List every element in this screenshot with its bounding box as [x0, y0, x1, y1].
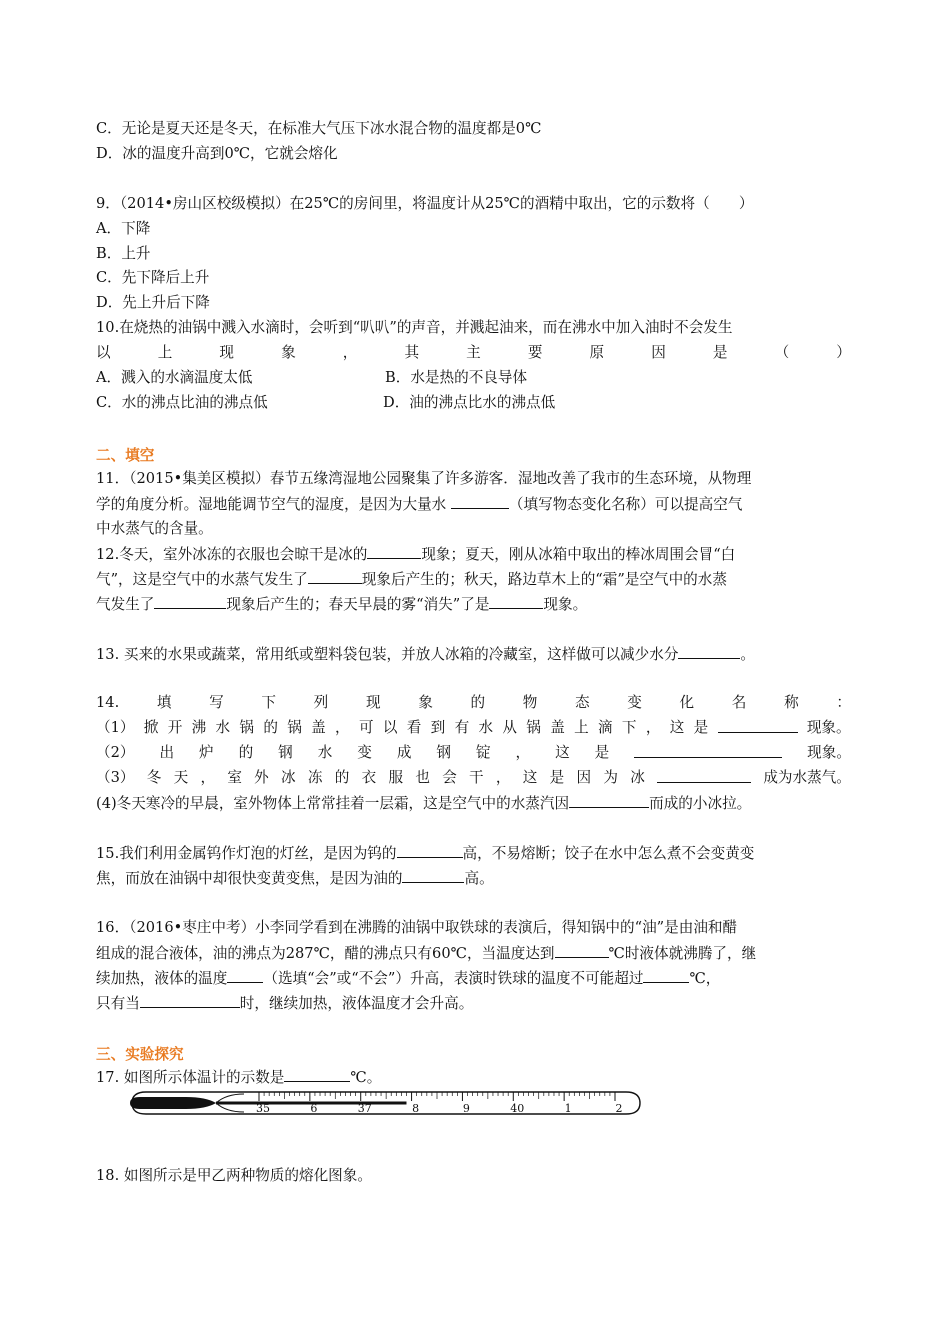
q12-line3: 气发生了 现象后产生的；春天早晨的雾“消失”了是 现象。	[96, 596, 588, 613]
thermometer-scale-label: 8	[412, 1102, 420, 1115]
q14-blank-4[interactable]	[569, 793, 649, 808]
q13-blank[interactable]	[678, 644, 740, 659]
q9-option-a: A．下降	[96, 220, 151, 237]
q13-line: 13. 买来的水果或蔬菜，常用纸或塑料袋包装，并放人冰箱的冷藏室，这样做可以减少水分 。	[96, 646, 756, 663]
q12-blank-3[interactable]	[154, 594, 226, 609]
q10-option-c: C．水的沸点比油的沸点低	[96, 394, 268, 411]
clinical-thermometer-figure	[126, 1088, 646, 1118]
q9-option-d: D．先上升后下降	[96, 294, 210, 311]
q16-blank-2[interactable]	[227, 968, 263, 983]
q15-line1: 15.我们利用金属钨作灯泡的灯丝，是因为钨的 高，不易熔断；饺子在水中怎么煮不会变黄变	[96, 845, 755, 862]
thermometer-constriction	[186, 1097, 216, 1109]
q11-line1: 11．（2015•集美区模拟）春节五缘湾湿地公园聚集了许多游客．湿地改善了我市的生态环境，从物理	[96, 470, 752, 487]
q14-item-4: (4)冬天寒冷的早晨，室外物体上常常挂着一层霜，这是空气中的水蒸汽因 而成的小冰拉。	[96, 795, 752, 812]
q14-item-1: （1） 掀 开 沸 水 锅 的 锅 盖 ， 可 以 看 到 有 水 从 锅 盖 上 滴 下 ， 这 是 现象。	[96, 719, 851, 736]
q10-option-d: D．油的沸点比水的沸点低	[383, 394, 556, 411]
q14-blank-2[interactable]	[634, 743, 782, 758]
q10-option-b: B．水是热的不良导体	[385, 369, 528, 386]
q14-item-2: （2） 出 炉 的 钢 水 变 成 钢 锭 ， 这 是 现象。	[96, 744, 851, 761]
thermometer-scale-labels	[256, 1102, 623, 1115]
q12-blank-1[interactable]	[367, 544, 421, 559]
q9-option-b: B．上升	[96, 245, 151, 262]
q9-stem: 9．（2014•房山区校级模拟）在25℃的房间里，将温度计从25℃的酒精中取出，它的示数将（ ）	[96, 195, 754, 212]
q11-line3: 中水蒸气的含量。	[96, 520, 213, 537]
q12-line1: 12.冬天，室外冰冻的衣服也会晾干是冰的 现象；夏天，刚从冰箱中取出的棒冰周围会冒“白	[96, 546, 736, 563]
q8-option-c: C．无论是夏天还是冬天，在标准大气压下冰水混合物的温度都是0℃	[96, 120, 542, 137]
q16-line1: 16．（2016•枣庄中考）小李同学看到在沸腾的油锅中取铁球的表演后，得知锅中的“油”是由油和醋	[96, 919, 738, 936]
thermometer-scale-ticks	[259, 1092, 615, 1101]
q16-blank-3[interactable]	[643, 968, 689, 983]
q16-line3: 续加热，液体的温度 （选填“会”或“不会”）升高，表演时铁球的温度不可能超过 ℃，	[96, 970, 721, 987]
q14-blank-1[interactable]	[718, 718, 798, 733]
thermometer-scale-label: 40	[510, 1102, 525, 1115]
q16-blank-4[interactable]	[140, 993, 240, 1008]
q14-blank-3[interactable]	[657, 768, 751, 783]
thermometer-bulb	[130, 1097, 186, 1109]
thermometer-scale-label: 1	[564, 1102, 572, 1115]
thermometer-scale-label: 2	[615, 1102, 623, 1115]
q17-blank[interactable]	[284, 1067, 350, 1082]
thermometer-scale-label: 9	[462, 1102, 470, 1115]
q9-option-c: C．先下降后上升	[96, 269, 210, 286]
q11-blank[interactable]	[451, 494, 509, 509]
q15-line2: 焦，而放在油锅中却很快变黄变焦，是因为油的 高。	[96, 870, 494, 887]
q16-line4: 只有当 时，继续加热，液体温度才会升高。	[96, 995, 474, 1012]
q11-line2: 学的角度分析。湿地能调节空气的湿度，是因为大量水 （填写物态变化名称）可以提高空气	[96, 496, 743, 513]
thermometer-scale-label: 37	[357, 1102, 372, 1115]
thermometer-scale-label: 35	[256, 1102, 270, 1115]
q15-blank-2[interactable]	[402, 868, 464, 883]
q8-option-d: D．冰的温度升高到0℃，它就会熔化	[96, 145, 338, 162]
q15-blank-1[interactable]	[397, 843, 463, 858]
q10-stem-line2: 以 上 现 象 ， 其 主 要 原 因 是 （ ）	[96, 344, 851, 361]
q12-blank-2[interactable]	[308, 569, 362, 584]
q12-line2: 气”，这是空气中的水蒸气发生了 现象后产生的；秋天，路边草木上的“霜”是空气中的水蒸	[96, 571, 727, 588]
q18-line: 18. 如图所示是甲乙两种物质的熔化图象。	[96, 1167, 372, 1184]
q17-line: 17. 如图所示体温计的示数是 ℃。	[96, 1069, 382, 1086]
q16-line2: 组成的混合液体，油的沸点为287℃，醋的沸点只有60℃，当温度达到 ℃时液体就沸腾了，继	[96, 945, 757, 962]
section-heading-experiment: 三、实验探究	[96, 1046, 184, 1063]
q12-blank-4[interactable]	[489, 594, 543, 609]
q10-stem-line1: 10.在烧热的油锅中溅入水滴时，会听到“叭叭”的声音，并溅起油来，而在沸水中加入油时不会发生	[96, 319, 733, 336]
q16-blank-1[interactable]	[555, 943, 609, 958]
q14-item-3: （3） 冬 天 ， 室 外 冰 冻 的 衣 服 也 会 干 ， 这 是 因 为 冰 成为水蒸气。	[96, 769, 851, 786]
q14-title: 14. 填 写 下 列 现 象 的 物 态 变 化 名 称 ：	[96, 694, 851, 711]
thermometer-scale-label: 6	[310, 1102, 318, 1115]
section-heading-fill-in: 二、填空	[96, 447, 155, 464]
q10-option-a: A．溅入的水滴温度太低	[96, 369, 253, 386]
